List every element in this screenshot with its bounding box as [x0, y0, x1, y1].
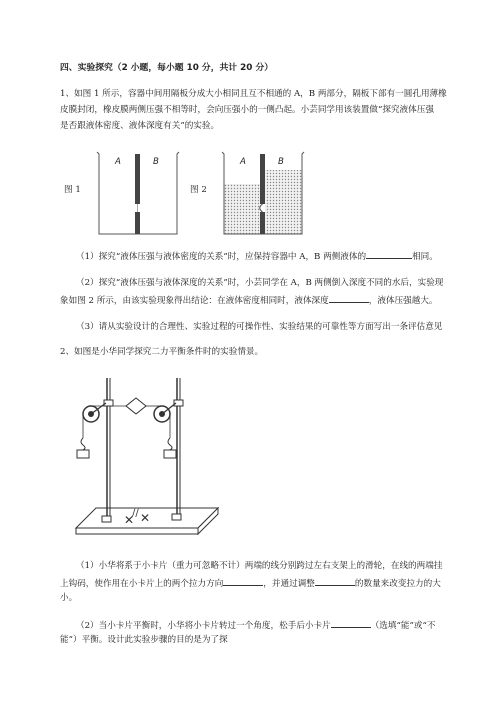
q2-sub1-text-c: 的数量来改变拉力的大	[354, 579, 441, 589]
q1-sub1-tail: 相同。	[412, 252, 438, 262]
figure-1-label: 图 1	[64, 185, 81, 195]
q2-intro: 2、如图是小华同学探究二力平衡条件时的实验情景。	[60, 347, 264, 357]
section-title: 四、实验探究（2 小题，每小题 10 分，共计 20 分）	[60, 63, 274, 73]
q2-sub1-blank-2	[315, 576, 355, 586]
q1-sub1	[76, 249, 438, 263]
q1-sub2-blank	[329, 293, 369, 303]
q2-sub2-blank	[331, 618, 371, 628]
figure-2-label-a: A	[240, 157, 246, 167]
q2-sub1-line-1: （1）小华将系于小卡片（重力可忽略不计）两端的线分别跨过左右支架上的滑轮，在线的两端挂	[76, 561, 443, 571]
figure-2-label-b: B	[278, 157, 284, 167]
q1-intro-line-2: 皮膜封闭，橡皮膜两侧压强不相等时，会向压强小的一侧凸起。小芸同学用该装置做“探究液体压强	[60, 105, 434, 115]
figure-2-label: 图 2	[190, 185, 207, 195]
q2-sub2-line-1	[76, 618, 435, 632]
figure-2-container-diagram	[218, 148, 308, 238]
q1-intro-line-3: 是否跟液体密度、液体深度有关”的实验。	[60, 121, 220, 131]
q2-sub1-blank-1	[223, 576, 263, 586]
q2-sub1-line-2	[60, 576, 441, 590]
q1-sub1-blank	[366, 249, 412, 259]
q1-sub2-tail: ，液体压强越大。	[368, 296, 438, 306]
figure-1-label-a: A	[115, 157, 121, 167]
q2-sub1-text-b: ，并通过调整	[263, 579, 315, 589]
q1-sub2-line-2	[60, 293, 438, 307]
q1-sub2-line-1: （2）探究“液体压强与液体深度的关系”时，小芸同学在 A，B 两侧倒入深度不同的水后，实验现	[76, 278, 444, 288]
q1-sub3: （3）请从实验设计的合理性、实验过程的可操作性、实验结果的可靠性等方面写出一条评估意见	[76, 322, 443, 332]
balance-apparatus-diagram	[66, 370, 236, 540]
q1-intro-line-1: 1、如图 1 所示，容器中间用隔板分成大小相同且互不相通的 A，B 两部分，隔板下部有一圆孔用薄橡	[60, 89, 447, 99]
q1-sub1-text: （1）探究“液体压强与液体密度的关系”时，应保持容器中 A，B 两侧液体的	[76, 252, 367, 262]
svg-text:∕∕: ∕∕	[132, 508, 139, 519]
figure-1-container-diagram	[93, 148, 183, 238]
q2-sub2-text-a: （2）当小卡片平衡时，小华将小卡片转过一个角度，松手后小卡片	[76, 621, 331, 631]
q2-sub1-text-a: 上钩码，使作用在小卡片上的两个拉力方向	[60, 579, 224, 589]
q2-sub2-text-b: （选填“能”或“不	[370, 621, 436, 631]
q2-sub2-line-2: 能”）平衡。设计此实验步骤的目的是为了探	[60, 635, 228, 645]
figure-1-label-b: B	[153, 157, 159, 167]
svg-text:✕: ✕	[140, 511, 151, 525]
q1-sub2-text: 象如图 2 所示，由该实验现象得出结论：在液体密度相同时，液体深度	[60, 296, 329, 306]
svg-text:✕: ✕	[124, 513, 135, 527]
q2-sub1-line-3: 小。	[60, 593, 78, 603]
